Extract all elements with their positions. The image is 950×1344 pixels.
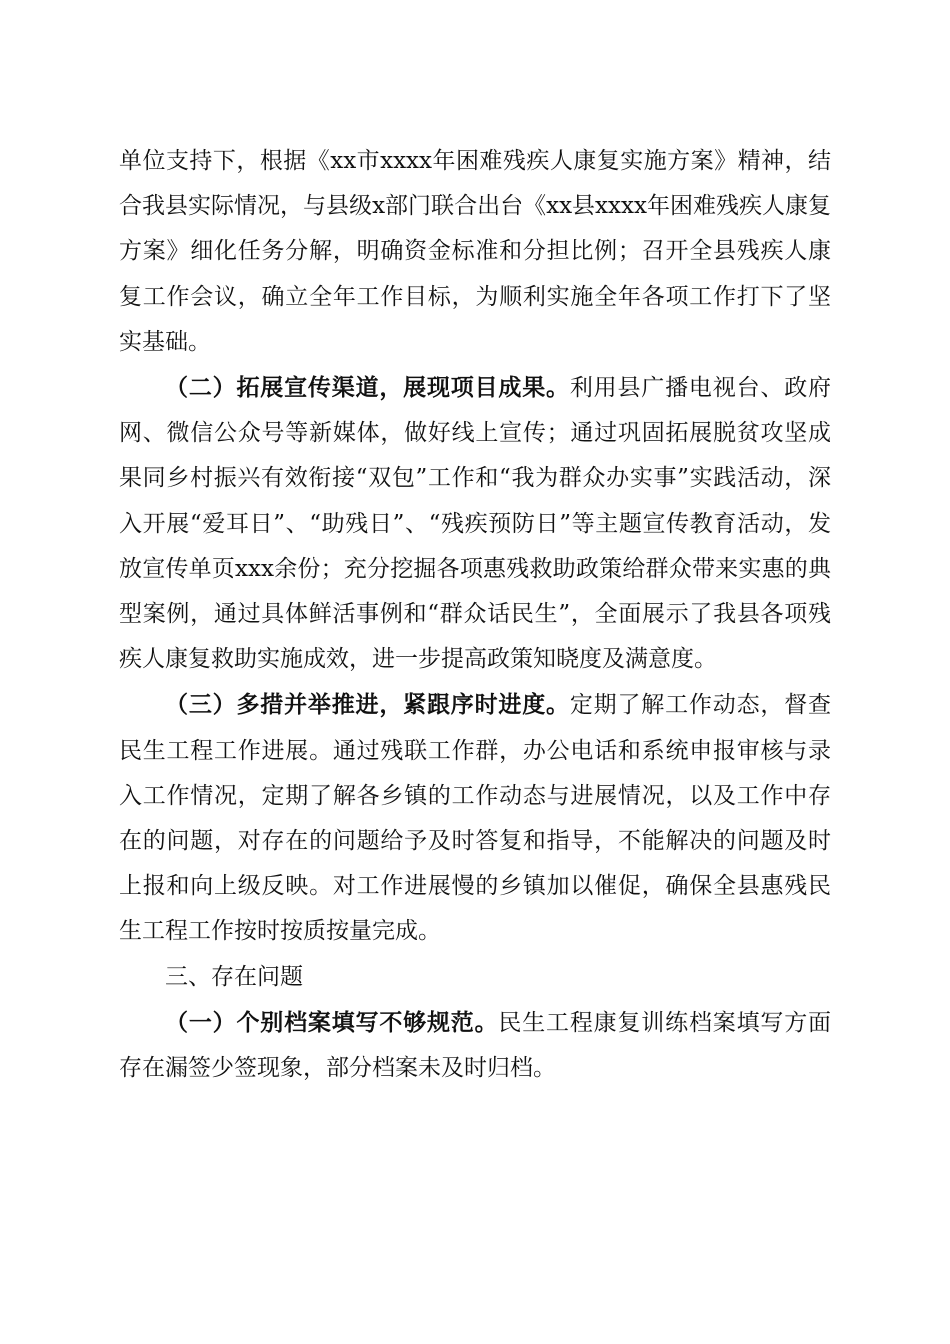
paragraph-text: 定期了解工作动态，督查民生工程工作进展。通过残联工作群，办公电话和系统申报审核与录入工作情况，定期了解各乡镇的工作动态与进展情况，以及工作中存在的问题，对存在的问题给予及时答复和指导，不能解决的问题及时上报和向上级反映。对工作进展慢的乡镇加以催促，确保全县惠残民生工程工作按时按质按量完成。 [119, 692, 832, 945]
document-body [119, 139, 831, 1091]
paragraph-text: 单位支持下，根据《xx市xxxx年困难残疾人康复实施方案》精神，结合我县实际情况，与县级x部门联合出台《xx县xxxx年困难残疾人康复方案》细化任务分解，明确资金标准和分担比例；召开全县残疾人康复工作会议，确立全年工作目标，为顺利实施全年各项工作打下了坚实基础。 [119, 148, 831, 355]
paragraph-publicity [119, 365, 831, 682]
paragraph-lead: （三）多措并举推进，紧跟序时进度。 [165, 691, 570, 719]
paragraph-lead: （一）个别档案填写不够规范。 [165, 1008, 499, 1036]
paragraph-text: 民生工程康复训练档案填写方面存在漏签少签现象，部分档案未及时归档。 [119, 1009, 832, 1082]
section-heading: 三、存在问题 [165, 963, 303, 990]
paragraph-archives [119, 1000, 831, 1091]
paragraph-lead: （二）拓展宣传渠道，展现项目成果。 [165, 374, 570, 402]
paragraph-progress [119, 682, 831, 954]
paragraph-continued [119, 139, 831, 365]
paragraph-text: 利用县广播电视台、政府网、微信公众号等新媒体，做好线上宣传；通过巩固拓展脱贫攻坚成果同乡村振兴有效衔接“双包”工作和“我为群众办实事”实践活动，深入开展“爱耳日”、“助残日”、“残疾预防日”等主题宣传教育活动，发放宣传单页xxx余份；充分挖掘各项惠残救助政策给群众带来实惠的典型案例，通过具体鲜活事例和“群众话民生”，全面展示了我县各项残疾人康复救助实施成效，进一步提高政策知晓度及满意度。 [119, 375, 832, 673]
